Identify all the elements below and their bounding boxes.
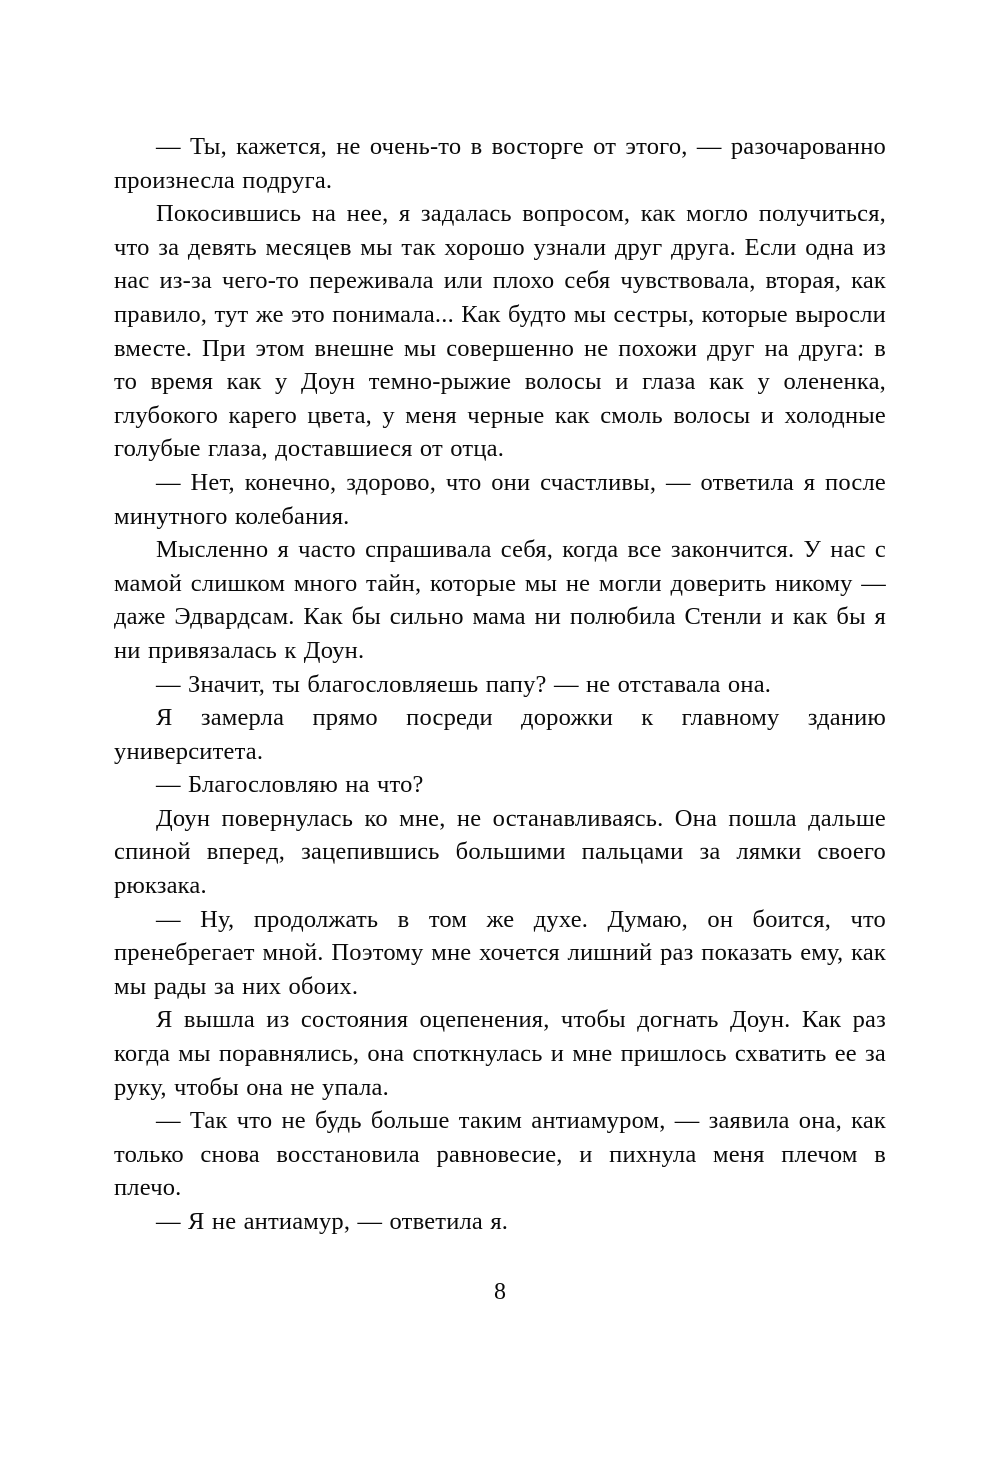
book-paragraph: — Я не антиамур, — ответила я.	[156, 1208, 509, 1235]
book-paragraph: Я замерла прямо посреди дорожки к главному зданию университета.	[114, 704, 886, 765]
book-paragraph: — Нет, конечно, здорово, что они счастливы, — ответила я после минутного колебания.	[114, 468, 886, 530]
book-page	[114, 0, 886, 1307]
book-paragraph: Покосившись на нее, я задалась вопросом, как могло получиться, что за девять месяцев мы так хорошо узнали друг друга. Если одна из нас из-за чего-то переживала или плохо себя чувствовала, вторая, как правило, тут же это понимала... Как будто мы сестры, которые выросли вместе. При этом внешне мы совершенно не похожи друг на друга: в то время как у Доун темно-рыжие волосы и глаза как у олененка, глубокого карего цвета, у меня черные как смоль волосы и холодные голубые глаза, доставшиеся от отца.	[114, 200, 886, 463]
book-paragraph: Я вышла из состояния оцепенения, чтобы догнать Доун. Как раз когда мы поравнялись, она споткнулась и мне пришлось схватить ее за руку, чтобы она не упала.	[114, 1006, 886, 1101]
book-paragraph: Доун повернулась ко мне, не останавливаясь. Она пошла дальше спиной вперед, зацепившись большими пальцами за лямки своего рюкзака.	[114, 804, 886, 900]
book-paragraph: — Так что не будь больше таким антиамуром, — заявила она, как только снова восстановила равновесие, и пихнула меня плечом в плечо.	[114, 1107, 886, 1202]
page-number: 8	[494, 1278, 506, 1305]
book-paragraph: — Благословляю на что?	[156, 771, 424, 799]
book-paragraph: Мысленно я часто спрашивала себя, когда все закончится. У нас с мамой слишком много тайн, которые мы не могли доверить никому — даже Эдвардсам. Как бы сильно мама ни полюбила Стенли и как бы я ни привязалась к Доун.	[114, 536, 886, 664]
book-paragraph: — Ну, продолжать в том же духе. Думаю, он боится, что пренебрегает мной. Поэтому мне хочется лишний раз показать ему, как мы рады за них обоих.	[114, 905, 886, 1000]
book-paragraph: — Значит, ты благословляешь папу? — не отставала она.	[156, 670, 772, 698]
book-paragraph: — Ты, кажется, не очень-то в восторге от этого, — разочарованно произнесла подруга.	[114, 133, 886, 194]
